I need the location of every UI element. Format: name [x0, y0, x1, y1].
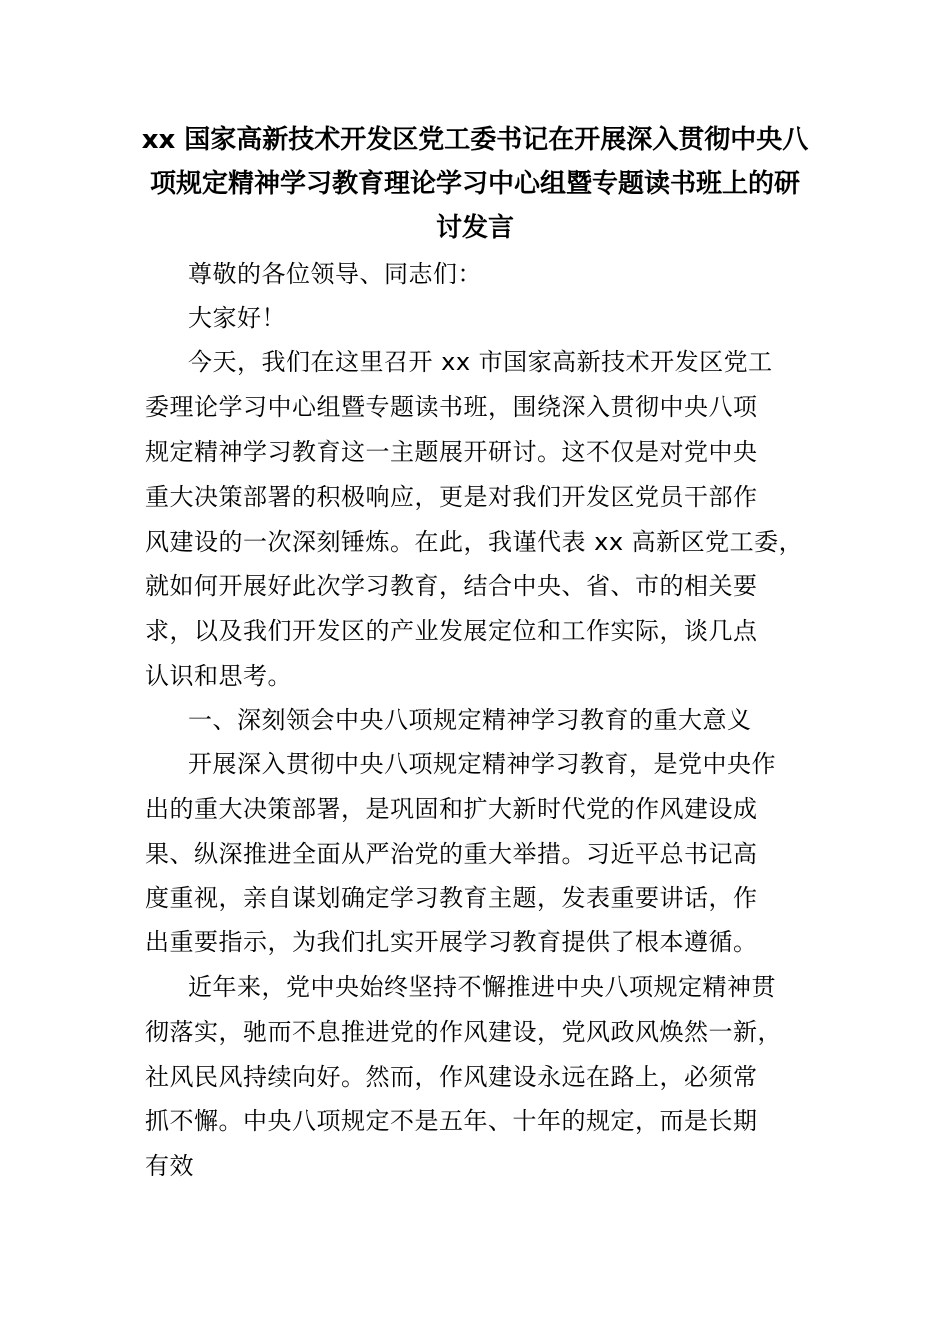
- document-title-line-1: xx 国家高新技术开发区党工委书记在开展深入贯彻中央八: [141, 125, 809, 155]
- section-1-para-1-line-3: 果、纵深推进全面从严治党的重大举措。习近平总书记高: [145, 840, 758, 868]
- section-1-para-2-line-2: 彻落实，驰而不息推进党的作风建设，党风政风焕然一新，: [145, 1018, 782, 1046]
- intro-line-7: 求，以及我们开发区的产业发展定位和工作实际，谈几点: [145, 617, 758, 645]
- document-title-line-3: 讨发言: [435, 213, 514, 243]
- intro-line-4: 重大决策部署的积极响应，更是对我们开发区党员干部作: [145, 483, 758, 511]
- section-1-para-1-line-4: 度重视，亲自谋划确定学习教育主题，发表重要讲话，作: [145, 884, 758, 912]
- intro-line-6: 就如何开展好此次学习教育，结合中央、省、市的相关要: [145, 572, 758, 600]
- section-1-para-2-line-4: 抓不懈。中央八项规定不是五年、十年的规定，而是长期: [145, 1107, 758, 1135]
- intro-line-3: 规定精神学习教育这一主题展开研讨。这不仅是对党中央: [145, 438, 758, 466]
- section-1-para-1-line-2: 出的重大决策部署，是巩固和扩大新时代党的作风建设成: [145, 795, 758, 823]
- section-1-para-2-line-1: 近年来，党中央始终坚持不懈推进中央八项规定精神贯: [188, 973, 776, 1001]
- section-1-para-1-line-1: 开展深入贯彻中央八项规定精神学习教育，是党中央作: [188, 750, 776, 778]
- section-1-para-1-line-5: 出重要指示，为我们扎实开展学习教育提供了根本遵循。: [145, 928, 758, 956]
- section-1-para-2-line-3: 社风民风持续向好。然而，作风建设永远在路上，必须常: [145, 1063, 758, 1091]
- intro-line-5: 风建设的一次深刻锤炼。在此，我谨代表 xx 高新区党工委，: [145, 528, 804, 556]
- intro-line-1: 今天，我们在这里召开 xx 市国家高新技术开发区党工: [188, 348, 773, 376]
- intro-line-8: 认识和思考。: [145, 662, 292, 690]
- salutation: 尊敬的各位领导、同志们：: [188, 260, 482, 288]
- section-1-para-2-line-5: 有效: [145, 1152, 194, 1180]
- section-1-heading: 一、深刻领会中央八项规定精神学习教育的重大意义: [188, 706, 752, 734]
- document-title-line-2: 项规定精神学习教育理论学习中心组暨专题读书班上的研: [149, 169, 800, 199]
- intro-line-2: 委理论学习中心组暨专题读书班，围绕深入贯彻中央八项: [145, 393, 758, 421]
- greeting: 大家好！: [188, 304, 286, 332]
